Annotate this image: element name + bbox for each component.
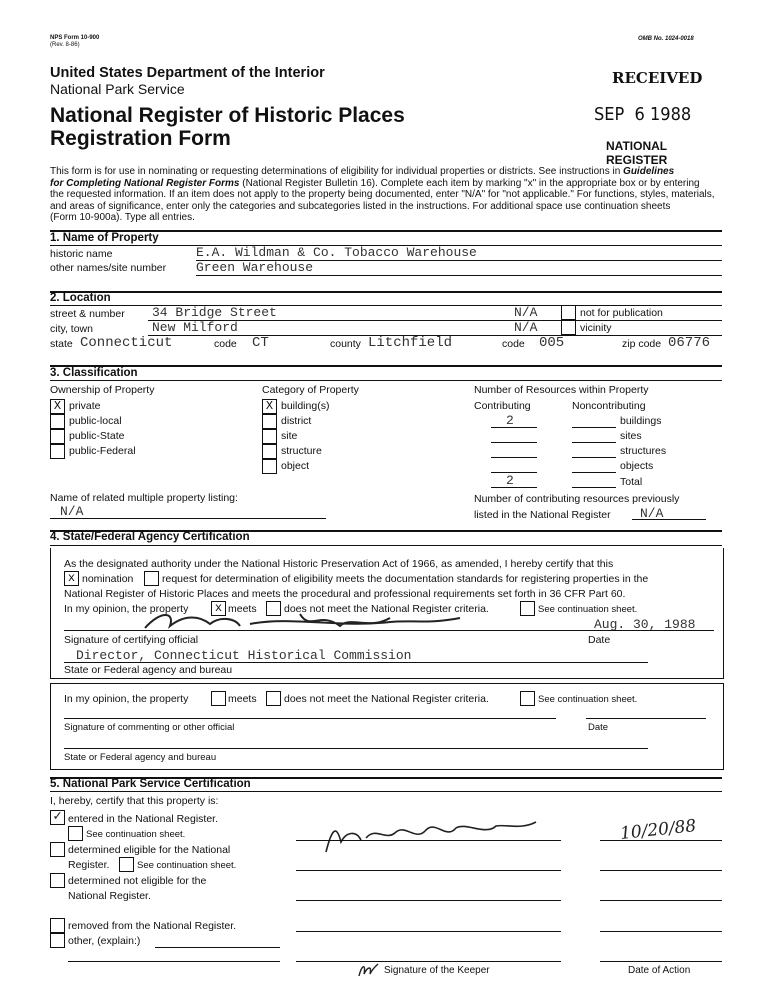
determined-eligible-checkbox[interactable] bbox=[50, 842, 65, 857]
field-line bbox=[64, 748, 648, 749]
comment-date-label: Date bbox=[588, 722, 609, 733]
street-na: N/A bbox=[514, 305, 538, 320]
removed-label: removed from the National Register. bbox=[68, 920, 237, 932]
public-local-checkbox[interactable] bbox=[50, 414, 65, 429]
historic-name-label: historic name bbox=[50, 248, 113, 260]
form-revision: (Rev. 8-86) bbox=[50, 42, 80, 48]
field-line bbox=[586, 718, 706, 719]
eligible-continuation-label: See continuation sheet. bbox=[137, 860, 237, 871]
street-value[interactable]: 34 Bridge Street bbox=[152, 305, 277, 320]
comment-opinion-label: In my opinion, the property bbox=[64, 693, 189, 705]
category-building: building(s) bbox=[281, 400, 330, 412]
field-line bbox=[491, 472, 537, 473]
for-initials bbox=[356, 960, 380, 980]
historic-name-value[interactable]: E.A. Wildman & Co. Tobacco Warehouse bbox=[196, 245, 477, 260]
private-checkbox[interactable]: X bbox=[50, 399, 65, 414]
intro-paragraph bbox=[50, 166, 730, 224]
resource-structures: structures bbox=[620, 445, 667, 457]
entered-checkbox[interactable]: ✓ bbox=[50, 810, 65, 825]
vicinity-label: vicinity bbox=[580, 322, 612, 334]
commenting-official-label: Signature of commenting or other official bbox=[64, 722, 235, 733]
other-label: other, (explain:) bbox=[68, 935, 141, 947]
resource-buildings: buildings bbox=[620, 415, 662, 427]
public-federal-checkbox[interactable] bbox=[50, 444, 65, 459]
field-line bbox=[600, 870, 722, 871]
intro-guidelines: Guidelines bbox=[623, 166, 675, 177]
contributing-label: Contributing bbox=[474, 400, 531, 412]
determined-eligible-label: determined eligible for the National bbox=[68, 844, 231, 856]
action-date[interactable]: 10/20/88 bbox=[619, 816, 698, 844]
field-line bbox=[296, 840, 561, 841]
omb-number: OMB No. 1024-0018 bbox=[638, 36, 694, 42]
field-line bbox=[600, 931, 722, 932]
street-label: street & number bbox=[50, 308, 125, 320]
request-checkbox[interactable] bbox=[144, 571, 159, 586]
other-names-value[interactable]: Green Warehouse bbox=[196, 260, 314, 275]
object-checkbox[interactable] bbox=[262, 459, 277, 474]
entered-continuation-checkbox[interactable] bbox=[68, 826, 83, 841]
district-checkbox[interactable] bbox=[262, 414, 277, 429]
field-line bbox=[50, 518, 326, 519]
field-line bbox=[296, 870, 561, 871]
agency-value[interactable]: Director, Connecticut Historical Commission bbox=[76, 648, 412, 663]
intro-text: This form is for use in nominating or requesting determinations of eligibility for individual properties or districts. See instructions in bbox=[50, 166, 621, 177]
intro-guidelines-title: for Completing National Register Forms bbox=[50, 177, 240, 189]
field-line bbox=[64, 662, 648, 663]
does-not-meet-label: does not meet the National Register criteria. bbox=[284, 603, 489, 615]
section-4-heading: 4. State/Federal Agency Certification bbox=[50, 531, 250, 543]
not-eligible-checkbox[interactable] bbox=[50, 873, 65, 888]
not-for-publication-label: not for publication bbox=[580, 307, 663, 319]
section-1-heading: 1. Name of Property bbox=[50, 232, 159, 244]
multiple-listing-label: Name of related multiple property listing: bbox=[50, 492, 238, 504]
ownership-public-state: public-State bbox=[69, 430, 125, 442]
cert-line-3: National Register of Historic Places and meets the procedural and professional requirements set forth in 36 CFR Part 60. bbox=[64, 588, 626, 600]
divider bbox=[50, 545, 722, 546]
field-line bbox=[600, 840, 722, 841]
vicinity-checkbox[interactable] bbox=[561, 320, 576, 335]
field-line bbox=[196, 275, 722, 276]
nomination-label: nomination bbox=[82, 573, 134, 585]
zip-value[interactable]: 06776 bbox=[668, 335, 711, 351]
city-na: N/A bbox=[514, 320, 538, 335]
zip-label: zip code bbox=[622, 338, 662, 350]
multiple-listing-value[interactable]: N/A bbox=[60, 504, 84, 519]
field-line bbox=[491, 487, 537, 488]
intro-text: the requested information. If an item does not apply to the property being documented, enter "N/A" for "not applicable." For functions, styles, materials, bbox=[50, 189, 715, 201]
ownership-public-local: public-local bbox=[69, 415, 122, 427]
structure-checkbox[interactable] bbox=[262, 444, 277, 459]
ownership-heading: Ownership of Property bbox=[50, 384, 155, 396]
state-code-value[interactable]: CT bbox=[252, 335, 269, 351]
action-label: Date of Action bbox=[628, 965, 691, 976]
category-district: district bbox=[281, 415, 312, 427]
continuation-checkbox[interactable] bbox=[520, 601, 535, 616]
determined-eligible-label-2: Register. bbox=[68, 859, 110, 871]
meets-label: meets bbox=[228, 603, 257, 615]
field-line bbox=[491, 457, 537, 458]
comment-continuation-checkbox[interactable] bbox=[520, 691, 535, 706]
service-name: National Park Service bbox=[50, 81, 185, 97]
county-code-value[interactable]: 005 bbox=[539, 335, 565, 351]
not-eligible-label: determined not eligible for the bbox=[68, 875, 207, 887]
resource-sites: sites bbox=[620, 430, 642, 442]
category-object: object bbox=[281, 460, 310, 472]
field-line bbox=[491, 442, 537, 443]
other-names-label: other names/site number bbox=[50, 262, 167, 274]
removed-checkbox[interactable] bbox=[50, 918, 65, 933]
state-label: state bbox=[50, 338, 73, 350]
field-line bbox=[632, 519, 706, 520]
nps-intro: I, hereby, certify that this property is: bbox=[50, 795, 219, 807]
section-2-heading: 2. Location bbox=[50, 292, 111, 304]
received-stamp: RECEIVED bbox=[612, 69, 703, 87]
city-label: city, town bbox=[50, 323, 93, 335]
not-eligible-label-2: National Register. bbox=[68, 890, 151, 902]
previously-listed-value[interactable]: N/A bbox=[640, 506, 664, 521]
field-line bbox=[68, 961, 280, 962]
divider bbox=[50, 365, 722, 367]
other-checkbox[interactable] bbox=[50, 933, 65, 948]
keeper-signature bbox=[316, 812, 546, 862]
department-name: United States Department of the Interior bbox=[50, 65, 325, 81]
ownership-public-federal: public-Federal bbox=[69, 445, 136, 457]
field-line bbox=[155, 947, 280, 948]
category-structure: structure bbox=[281, 445, 322, 457]
category-site: site bbox=[281, 430, 298, 442]
opinion-label: In my opinion, the property bbox=[64, 603, 189, 615]
field-line bbox=[572, 457, 616, 458]
divider bbox=[50, 305, 722, 306]
comment-does-not-meet-checkbox[interactable] bbox=[266, 691, 281, 706]
stamp-register: REGISTER bbox=[606, 153, 668, 167]
comment-meets-checkbox[interactable] bbox=[211, 691, 226, 706]
cert-line-2: request for determination of eligibility meets the documentation standards for registering properties in the bbox=[162, 573, 649, 585]
eligible-continuation-checkbox[interactable] bbox=[119, 857, 134, 872]
state-value[interactable]: Connecticut bbox=[80, 335, 173, 351]
divider bbox=[50, 291, 722, 293]
state-code-label: code bbox=[214, 338, 237, 350]
cert-line-1: As the designated authority under the National Historic Preservation Act of 1966, as amended, I hereby certify that this bbox=[64, 558, 614, 570]
noncontributing-label: Noncontributing bbox=[572, 400, 646, 412]
previously-listed-label-2: listed in the National Register bbox=[474, 509, 611, 521]
nomination-checkbox[interactable]: x bbox=[64, 571, 79, 586]
contributing-total[interactable]: 2 bbox=[506, 473, 514, 488]
intro-text: (National Register Bulletin 16). Complete each item by marking "x" in the appropriate box or by entering bbox=[242, 177, 700, 189]
entered-label: entered in the National Register. bbox=[68, 813, 219, 825]
building-checkbox[interactable]: X bbox=[262, 399, 277, 414]
comment-meets-label: meets bbox=[228, 693, 257, 705]
form-title: National Register of Historic Places bbox=[50, 104, 405, 127]
public-state-checkbox[interactable] bbox=[50, 429, 65, 444]
certifying-official-label: Signature of certifying official bbox=[64, 634, 199, 646]
field-line bbox=[572, 487, 616, 488]
city-value[interactable]: New Milford bbox=[152, 320, 238, 335]
field-line bbox=[572, 427, 616, 428]
field-line bbox=[572, 472, 616, 473]
ownership-private: private bbox=[69, 400, 101, 412]
site-checkbox[interactable] bbox=[262, 429, 277, 444]
category-heading: Category of Property bbox=[262, 384, 359, 396]
previously-listed-label: Number of contributing resources previously bbox=[474, 493, 680, 505]
resource-objects: objects bbox=[620, 460, 654, 472]
comment-agency-label: State or Federal agency and bureau bbox=[64, 752, 217, 763]
intro-text: (Form 10-900a). Type all entries. bbox=[50, 212, 195, 224]
comment-does-not-meet-label: does not meet the National Register criteria. bbox=[284, 693, 489, 705]
meets-checkbox[interactable]: x bbox=[211, 601, 226, 616]
field-line bbox=[296, 961, 561, 962]
received-date: SEP 6 1988 bbox=[594, 104, 692, 125]
divider bbox=[50, 380, 722, 381]
field-line bbox=[64, 630, 714, 631]
county-code-label: code bbox=[502, 338, 525, 350]
form-subtitle: Registration Form bbox=[50, 127, 231, 150]
section-5-heading: 5. National Park Service Certification bbox=[50, 778, 251, 790]
resource-total: Total bbox=[620, 476, 643, 488]
field-line bbox=[64, 718, 556, 719]
section-3-heading: 3. Classification bbox=[50, 367, 138, 379]
field-line bbox=[572, 442, 616, 443]
comment-continuation-label: See continuation sheet. bbox=[538, 694, 638, 705]
agency-label: State or Federal agency and bureau bbox=[64, 664, 233, 676]
entered-continuation-label: See continuation sheet. bbox=[86, 829, 186, 840]
county-value[interactable]: Litchfield bbox=[368, 335, 453, 351]
stamp-national: NATIONAL bbox=[606, 139, 668, 153]
date-label: Date bbox=[588, 634, 611, 646]
keeper-label: Signature of the Keeper bbox=[384, 965, 490, 976]
field-line bbox=[600, 961, 722, 962]
divider bbox=[50, 791, 722, 792]
intro-text: and areas of significance, enter only the categories and subcategories listed in the instructions. For additional space use continuation sheets bbox=[50, 200, 671, 212]
field-line bbox=[600, 900, 722, 901]
continuation-label: See continuation sheet. bbox=[538, 604, 638, 615]
form-number: NPS Form 10-900 bbox=[50, 35, 100, 41]
resources-heading: Number of Resources within Property bbox=[474, 384, 649, 396]
field-line bbox=[296, 931, 561, 932]
certification-date[interactable]: Aug. 30, 1988 bbox=[594, 617, 696, 632]
not-for-publication-checkbox[interactable] bbox=[561, 305, 576, 320]
county-label: county bbox=[330, 338, 361, 350]
contributing-buildings[interactable]: 2 bbox=[506, 413, 514, 428]
field-line bbox=[296, 900, 561, 901]
field-line bbox=[491, 427, 537, 428]
